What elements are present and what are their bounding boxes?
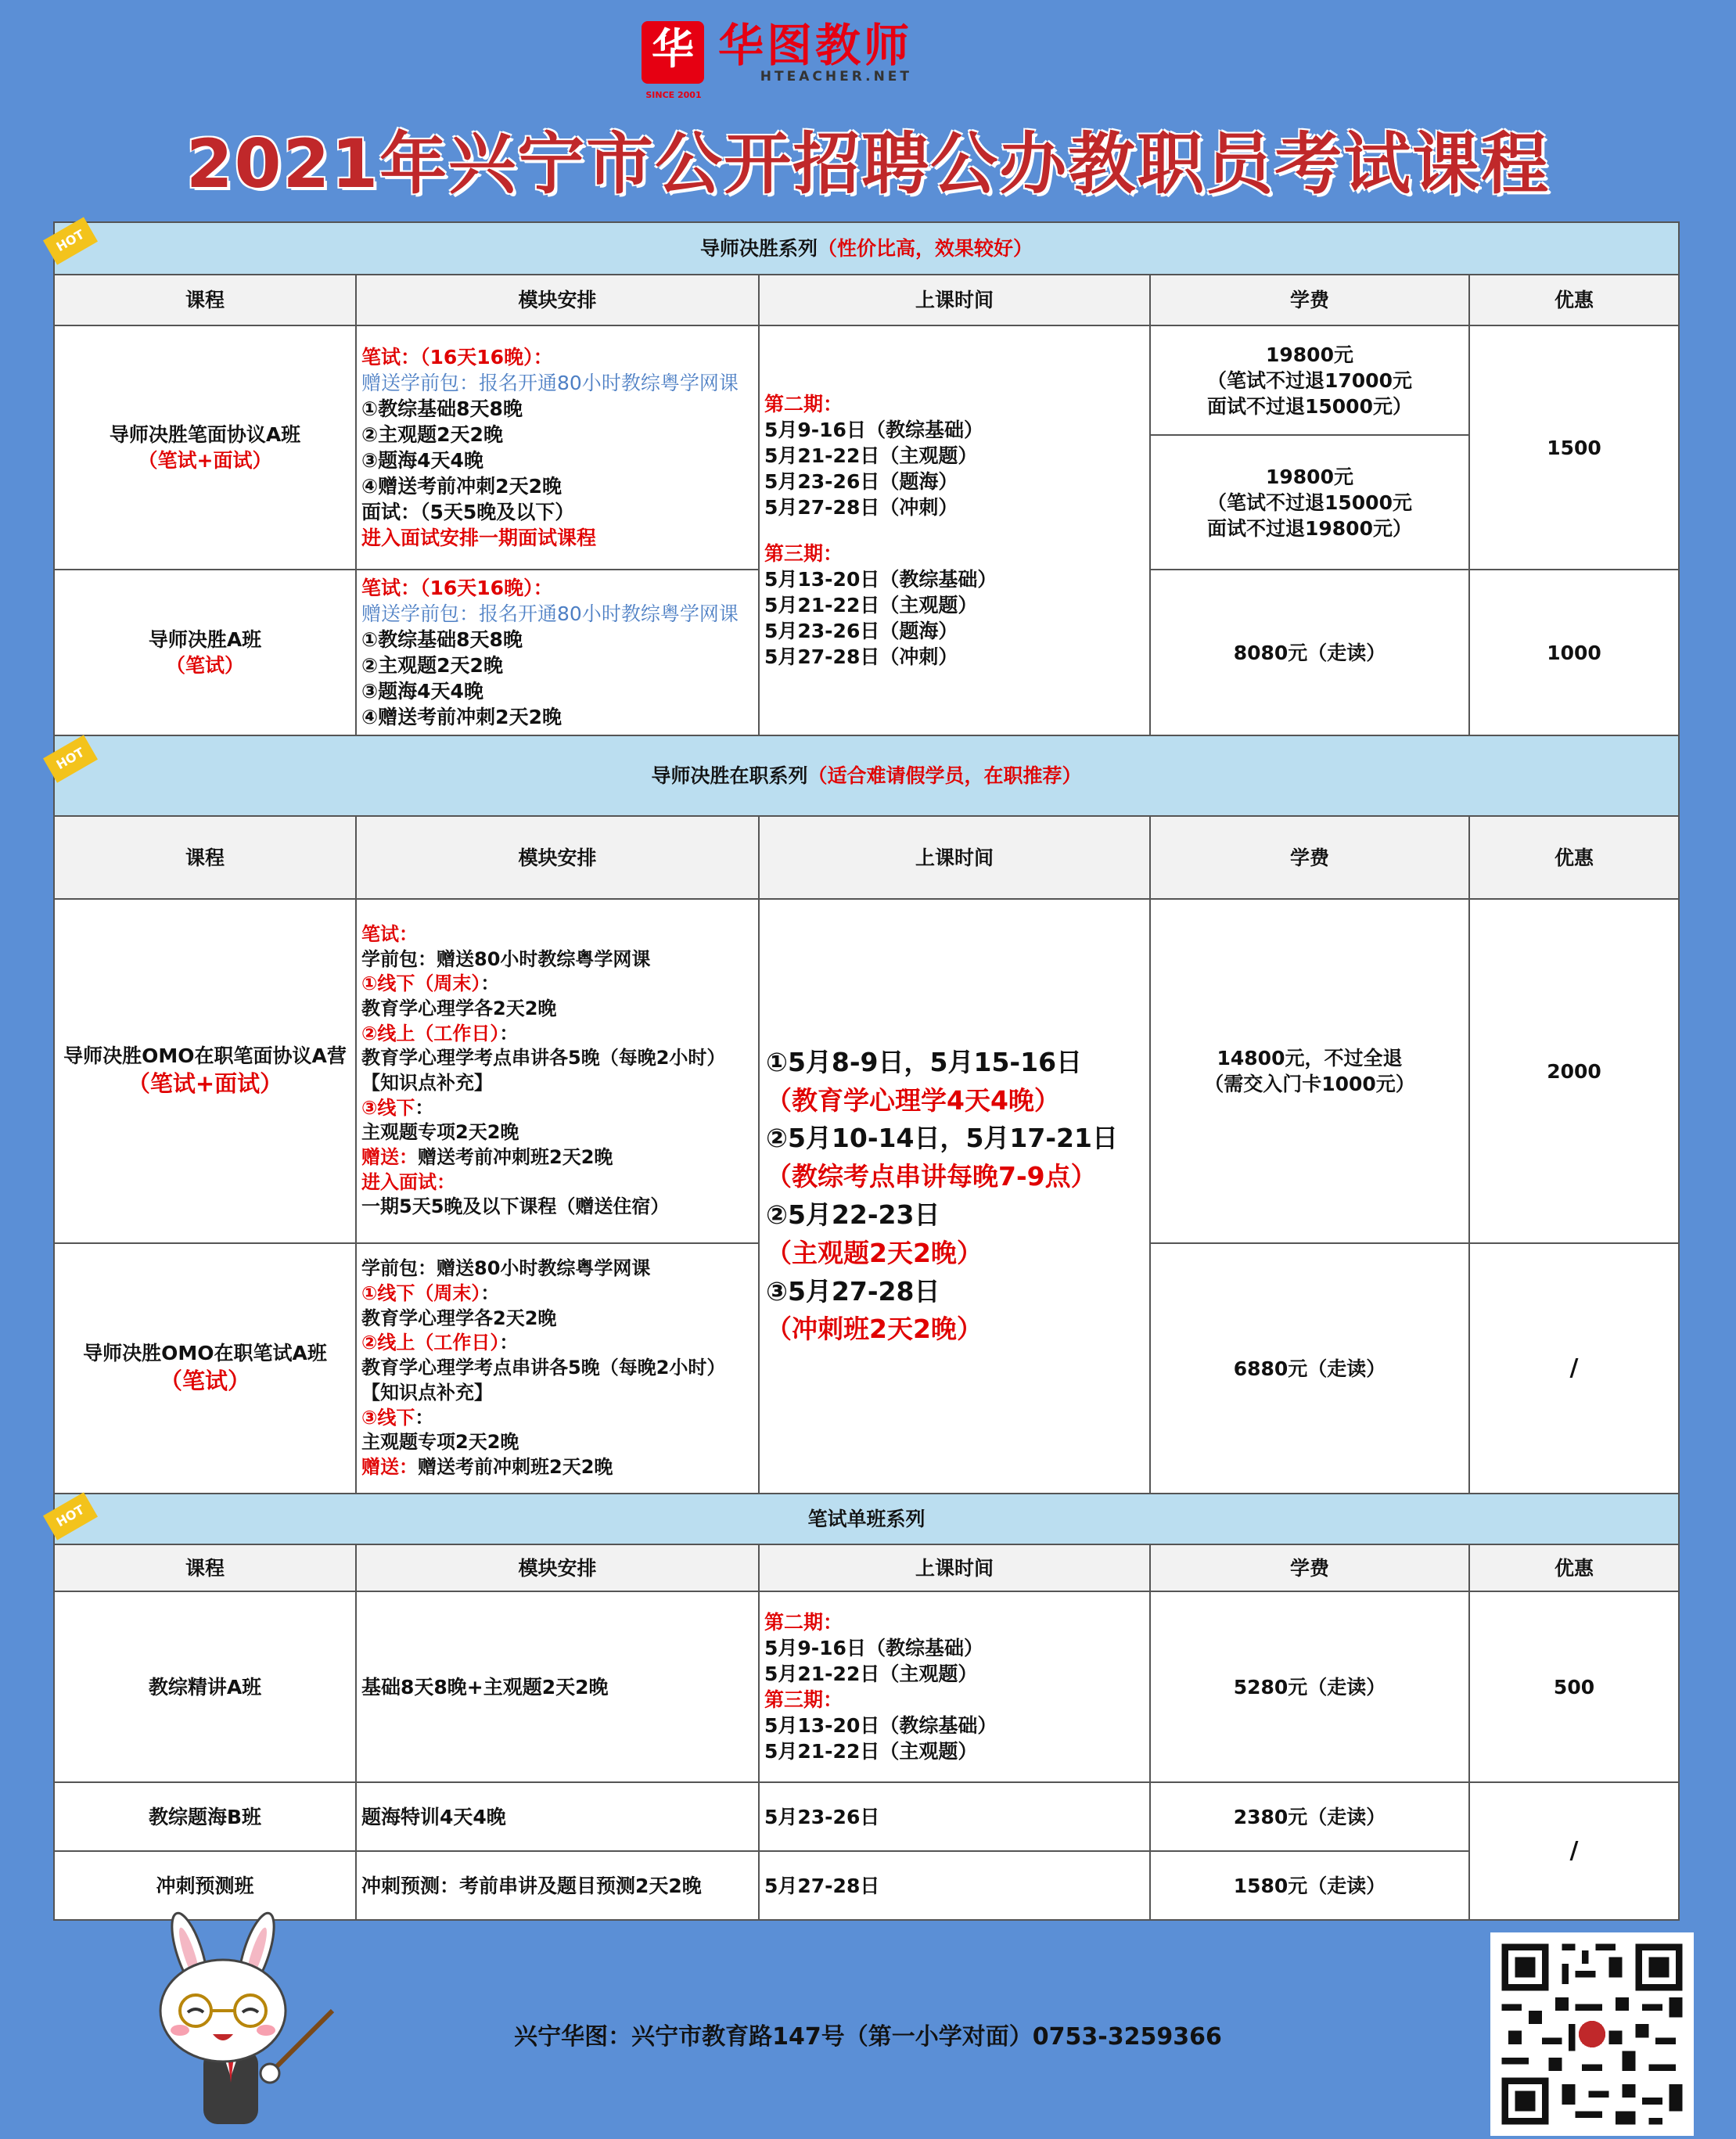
- course-name: 导师决胜OMO在职笔试A班: [83, 1342, 327, 1365]
- table-row: [54, 1591, 1679, 1782]
- col-fee: 学费: [1150, 275, 1469, 325]
- module-cell: 题海特训4天4晚: [356, 1782, 759, 1851]
- col-module: 模块安排: [356, 275, 759, 325]
- section-note: （性价比高，效果较好）: [818, 237, 1033, 260]
- fee-cell: 8080元（走读）: [1150, 570, 1469, 735]
- schedule-cell: ①5月8-9日，5月15-16日 （教育学心理学4天4晚） ②5月10-14日，5月17-21日 （教综考点串讲每晚7-9点） ②5月22-23日 （主观题2天2晚） ③5月27-28日 （冲刺班2天2晚）: [759, 899, 1150, 1494]
- course-name: 教综题海B班: [54, 1782, 356, 1851]
- section-header: [54, 1494, 1679, 1544]
- module-cell: 基础8天8晚+主观题2天2晚: [356, 1591, 759, 1782]
- section-header: [54, 222, 1679, 275]
- discount-cell: 1000: [1469, 570, 1679, 735]
- logo-badge: 华 SINCE 2001: [642, 21, 704, 84]
- logo-domain: HTEACHER.NET: [760, 69, 913, 84]
- section-title: 导师决胜在职系列: [651, 764, 808, 787]
- fee-cell: 19800元 （笔试不过退15000元 面试不过退19800元）: [1150, 435, 1469, 570]
- col-time: 上课时间: [759, 275, 1150, 325]
- fee-cell: 6880元（走读）: [1150, 1243, 1469, 1494]
- section-title: 导师决胜系列: [700, 237, 818, 260]
- col-time: 上课时间: [759, 816, 1150, 899]
- schedule-cell: 第二期： 5月9-16日（教综基础） 5月21-22日（主观题） 5月23-26日（题海） 5月27-28日（冲刺） 第三期： 5月13-20日（教综基础） 5月21-22日（主观题） 5月23-26日（题海） 5月27-28日（冲刺）: [759, 325, 1150, 735]
- col-module: 模块安排: [356, 1544, 759, 1591]
- logo-name: 华图教师: [718, 19, 913, 72]
- qr-code[interactable]: [1490, 1932, 1694, 2136]
- table-row: 导师决胜笔面协议A班 （笔试+面试） 笔试：（16天16晚）： 赠送学前包：报名开通80小时教综粤学网课 ①教综基础8天8晚 ②主观题2天2晚 ③题海4天4晚 ④赠送考前冲刺2天2晚 面试：（5天5晚及以下） 进入面试安排一期面试课程 第二期： 5月9-16日（教综基础） 5月21-22日（主观题） 5月23-26日（题海） 5月27-28日（冲刺） 第三期： 5月13-20日（教综基础） 5月21-22日（主观题） 5月23-26日（题海） 5月27-28日（冲刺） 19800元 （笔试不过退17000元 面试不过退15000元） 1500: [54, 325, 1679, 435]
- course-name: 导师决胜OMO在职笔面协议A营: [63, 1044, 347, 1068]
- table-row: 导师决胜OMO在职笔面协议A营 （笔试+面试） 笔试： 学前包：赠送80小时教综粤学网课 ①线下（周末）： 教育学心理学各2天2晚 ②线上（工作日）： 教育学心理学考点串讲各5晚（每晚2小时） 【知识点补充】 ③线下： 主观题专项2天2晚 赠送：赠送考前冲刺班2天2晚 进入面试： 一期5天5晚及以下课程（赠送住宿） ①5月8-9日，5月15-16日 （教育学心理学4天4晚） ②5月10-14日，5月17-21日 （教综考点串讲每晚7-9点） ②5月22-23日 （主观题2天2晚） ③5月27-28日 （冲刺班2天2晚） 14800元，不过全退 （需交入门卡1000元） 2000: [54, 899, 1679, 1243]
- fee-cell: 1580元（走读）: [1150, 1851, 1469, 1920]
- col-course: 课程: [54, 816, 356, 899]
- course-tag: （笔试）: [159, 1368, 250, 1395]
- discount-cell: /: [1469, 1243, 1679, 1494]
- qr-code-icon: [1495, 1937, 1689, 2131]
- footer-address: 兴宁华图：兴宁市教育路147号（第一小学对面）0753-3259366: [514, 2023, 1222, 2051]
- brand-logo: [642, 17, 913, 100]
- col-discount: 优惠: [1469, 1544, 1679, 1591]
- table-row: 导师决胜OMO在职笔试A班 （笔试） 学前包：赠送80小时教综粤学网课 ①线下（周末）： 教育学心理学各2天2晚 ②线上（工作日）： 教育学心理学考点串讲各5晚（每晚2小时） 【知识点补充】 ③线下： 主观题专项2天2晚 赠送：赠送考前冲刺班2天2晚 6880元（走读） /: [54, 1243, 1679, 1494]
- course-name: 导师决胜笔面协议A班: [109, 423, 301, 446]
- course-name: 教综精讲A班: [54, 1591, 356, 1782]
- module-cell: 冲刺预测：考前串讲及题目预测2天2晚: [356, 1851, 759, 1920]
- section-note: （适合难请假学员，在职推荐）: [807, 764, 1082, 787]
- table-row: 导师决胜A班 （笔试） 笔试：（16天16晚）： 赠送学前包：报名开通80小时教综粤学网课 ①教综基础8天8晚 ②主观题2天2晚 ③题海4天4晚 ④赠送考前冲刺2天2晚 8080元（走读） 1000: [54, 570, 1679, 735]
- col-discount: 优惠: [1469, 816, 1679, 899]
- column-headers: [54, 1544, 1679, 1591]
- course-tag: （笔试+面试）: [138, 449, 272, 472]
- course-tag: （笔试+面试）: [127, 1070, 283, 1098]
- table-row: [54, 1782, 1679, 1851]
- discount-cell: 2000: [1469, 899, 1679, 1243]
- col-fee: 学费: [1150, 1544, 1469, 1591]
- col-fee: 学费: [1150, 816, 1469, 899]
- discount-cell: /: [1469, 1782, 1679, 1920]
- column-headers: [54, 816, 1679, 899]
- discount-cell: 1500: [1469, 325, 1679, 570]
- col-module: 模块安排: [356, 816, 759, 899]
- fee-cell: 5280元（走读）: [1150, 1591, 1469, 1782]
- col-course: 课程: [54, 275, 356, 325]
- section-title: 笔试单班系列: [54, 1494, 1679, 1544]
- fee-cell: 14800元，不过全退 （需交入门卡1000元）: [1150, 899, 1469, 1243]
- col-discount: 优惠: [1469, 275, 1679, 325]
- fee-cell: 19800元 （笔试不过退17000元 面试不过退15000元）: [1150, 325, 1469, 435]
- discount-cell: 500: [1469, 1591, 1679, 1782]
- hot-badge: HOT: [43, 1492, 98, 1540]
- column-headers: [54, 275, 1679, 325]
- schedule-cell: 第二期： 5月9-16日（教综基础） 5月21-22日（主观题） 第三期： 5月13-20日（教综基础） 5月21-22日（主观题）: [759, 1591, 1150, 1782]
- course-table: [53, 221, 1680, 1921]
- schedule-cell: 5月27-28日: [759, 1851, 1150, 1920]
- course-name: 导师决胜A班: [148, 628, 262, 651]
- schedule-cell: 5月23-26日: [759, 1782, 1150, 1851]
- page-title: 2021年兴宁市公开招聘公办教职员考试课程: [185, 125, 1551, 203]
- col-course: 课程: [54, 1544, 356, 1591]
- col-time: 上课时间: [759, 1544, 1150, 1591]
- fee-cell: 2380元（走读）: [1150, 1782, 1469, 1851]
- hot-badge: HOT: [43, 217, 98, 264]
- hot-badge: HOT: [43, 735, 98, 782]
- course-name: 冲刺预测班: [54, 1851, 356, 1920]
- course-tag: （笔试）: [165, 654, 244, 677]
- section-header: [54, 735, 1679, 816]
